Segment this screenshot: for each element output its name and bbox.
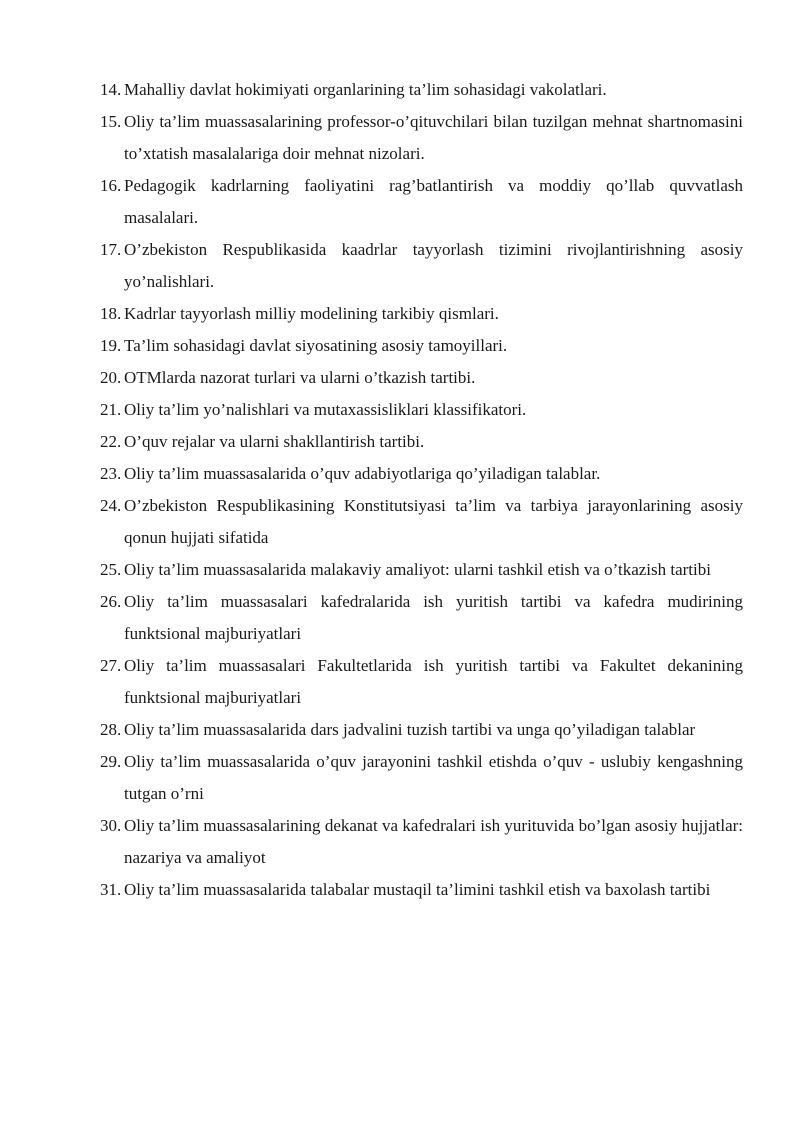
list-item xyxy=(100,874,743,906)
item-text: Kadrlar tayyorlash milliy modelining tarkibiy qismlari. xyxy=(124,304,499,323)
item-number: 14. xyxy=(100,80,122,99)
item-number: 28. xyxy=(100,720,122,739)
item-number: 19. xyxy=(100,336,122,355)
item-text: OTMlarda nazorat turlari va ularni o’tkazish tartibi. xyxy=(124,368,476,387)
item-text: Mahalliy davlat hokimiyati organlarining ta’lim sohasidagi vakolatlari. xyxy=(124,80,607,99)
list-item xyxy=(100,170,743,234)
item-number: 22. xyxy=(100,432,122,451)
item-number: 20. xyxy=(100,368,122,387)
item-number: 21. xyxy=(100,400,122,419)
item-text: Pedagogik kadrlarning faoliyatini rag’batlantirish va moddiy qo’llab quvvatlash masalalari. xyxy=(124,176,743,227)
question-list xyxy=(100,74,743,906)
item-text: Ta’lim sohasidagi davlat siyosatining asosiy tamoyillari. xyxy=(124,336,508,355)
list-item xyxy=(100,554,743,586)
list-item xyxy=(100,298,743,330)
item-number: 30. xyxy=(100,816,122,835)
list-item xyxy=(100,394,743,426)
item-number: 29. xyxy=(100,752,122,771)
item-text: O’zbekiston Respublikasining Konstitutsiyasi ta’lim va tarbiya jarayonlarining asosiy qonun hujjati sifatida xyxy=(124,496,743,547)
list-item xyxy=(100,362,743,394)
item-number: 17. xyxy=(100,240,122,259)
item-text: Oliy ta’lim muassasalarida talabalar mustaqil ta’limini tashkil etish va baxolash tartibi xyxy=(124,880,711,899)
list-item xyxy=(100,714,743,746)
list-item xyxy=(100,746,743,810)
list-item xyxy=(100,810,743,874)
item-text: Oliy ta’lim muassasalari kafedralarida ish yuritish tartibi va kafedra mudirining funktsional majburiyatlari xyxy=(124,592,743,643)
item-text: Oliy ta’lim yo’nalishlari va mutaxassisliklari klassifikatori. xyxy=(124,400,527,419)
item-text: Oliy ta’lim muassasalarining dekanat va kafedralari ish yurituvida bo’lgan asosiy hujjatlar: nazariya va amaliyot xyxy=(124,816,743,867)
item-text: O’zbekiston Respublikasida kaadrlar tayyorlash tizimini rivojlantirishning asosiy yo’nalishlari. xyxy=(124,240,743,291)
item-text: Oliy ta’lim muassasalarida malakaviy amaliyot: ularni tashkil etish va o’tkazish tartibi xyxy=(124,560,711,579)
list-item xyxy=(100,490,743,554)
list-item xyxy=(100,650,743,714)
item-text: Oliy ta’lim muassasalarida o’quv jarayonini tashkil etishda o’quv - uslubiy kengashning tutgan o’rni xyxy=(124,752,743,803)
item-number: 24. xyxy=(100,496,122,515)
item-number: 31. xyxy=(100,880,122,899)
item-number: 18. xyxy=(100,304,122,323)
item-number: 26. xyxy=(100,592,122,611)
item-text: Oliy ta’lim muassasalarining professor-o’qituvchilari bilan tuzilgan mehnat shartnomasini to’xtatish masalalariga doir mehnat nizolari. xyxy=(124,112,743,163)
list-item xyxy=(100,458,743,490)
list-item xyxy=(100,426,743,458)
item-text: Oliy ta’lim muassasalari Fakultetlarida ish yuritish tartibi va Fakultet dekanining funktsional majburiyatlari xyxy=(124,656,743,707)
list-item xyxy=(100,234,743,298)
item-number: 16. xyxy=(100,176,122,195)
item-number: 15. xyxy=(100,112,122,131)
item-number: 23. xyxy=(100,464,122,483)
item-number: 27. xyxy=(100,656,122,675)
item-text: Oliy ta’lim muassasalarida o’quv adabiyotlariga qo’yiladigan talablar. xyxy=(124,464,601,483)
list-item xyxy=(100,106,743,170)
item-text: Oliy ta’lim muassasalarida dars jadvalini tuzish tartibi va unga qo’yiladigan talablar xyxy=(124,720,696,739)
list-item xyxy=(100,586,743,650)
item-number: 25. xyxy=(100,560,122,579)
list-item xyxy=(100,74,743,106)
item-text: O’quv rejalar va ularni shakllantirish tartibi. xyxy=(124,432,425,451)
list-item xyxy=(100,330,743,362)
